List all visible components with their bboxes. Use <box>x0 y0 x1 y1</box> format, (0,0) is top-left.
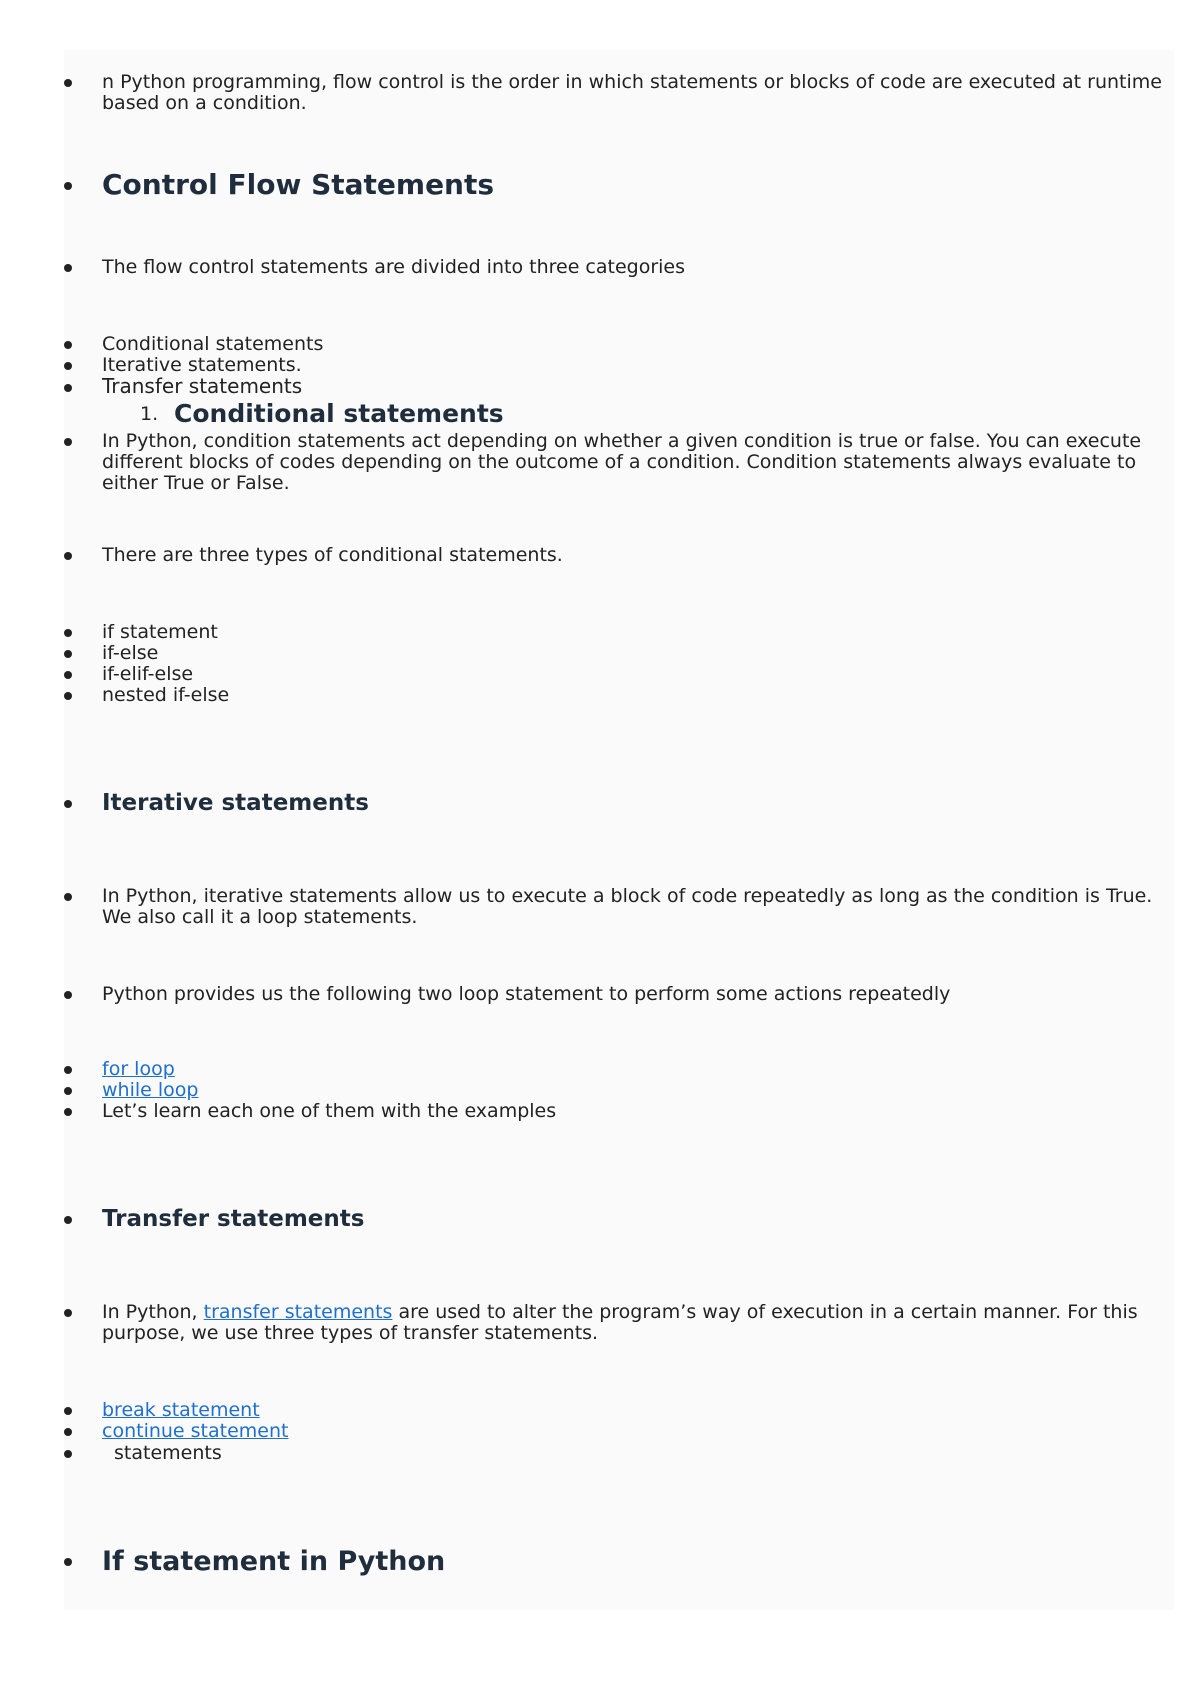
transfer-statements-link[interactable]: transfer statements <box>203 1301 393 1323</box>
conditional-description: In Python, condition statements act depending on whether a given condition is true or false. You can execute different blocks of codes depending on the outcome of a condition. Condition statements always evaluate to either True or False. <box>102 430 1142 494</box>
bullet-icon <box>64 264 72 272</box>
iterative-closing: Let’s learn each one of them with the examples <box>102 1100 557 1122</box>
bullet-icon <box>64 671 72 679</box>
heading-control-flow: Control Flow Statements <box>102 168 495 201</box>
category-transfer: Transfer statements <box>102 374 303 398</box>
conditional-types-intro: There are three types of conditional statements. <box>102 544 563 566</box>
heading-iterative: Iterative statements <box>102 790 369 816</box>
intro-paragraph: n Python programming, flow control is the order in which statements or blocks of code are executed at runtime based on a condition. <box>102 71 1162 114</box>
transfer-last-item: statements <box>114 1442 222 1464</box>
bullet-icon <box>64 1309 72 1317</box>
loops-intro: Python provides us the following two loop statement to perform some actions repeatedly <box>102 983 951 1005</box>
page-background <box>64 50 1174 1610</box>
bullet-icon <box>64 362 72 370</box>
bullet-icon <box>64 1108 72 1116</box>
list-item-text <box>102 1421 1172 1442</box>
categories-intro: The flow control statements are divided into three categories <box>102 256 686 278</box>
bullet-icon <box>64 182 72 190</box>
type-if-else: if-else <box>102 642 159 664</box>
bullet-icon <box>64 893 72 901</box>
bullet-icon <box>64 692 72 700</box>
bullet-icon <box>64 341 72 349</box>
list-item-text <box>102 1059 1172 1080</box>
bullet-icon <box>64 1558 72 1566</box>
bullet-icon <box>64 438 72 446</box>
list-item-text <box>102 1080 1172 1101</box>
heading-transfer: Transfer statements <box>102 1206 365 1232</box>
bullet-icon <box>64 1066 72 1074</box>
for-loop-link[interactable]: for loop <box>102 1058 175 1080</box>
while-loop-link[interactable]: while loop <box>102 1079 199 1101</box>
transfer-desc-suffix: are used to alter the program’s way of execution in a certain manner. For this purpose, we use three types of transfer statements. <box>102 1301 1138 1344</box>
bullet-icon <box>64 1216 72 1224</box>
bullet-icon <box>64 1428 72 1436</box>
bullet-icon <box>64 79 72 87</box>
bullet-icon <box>64 1087 72 1095</box>
bullet-icon <box>64 650 72 658</box>
bullet-icon <box>64 991 72 999</box>
category-iterative: Iterative statements. <box>102 354 302 376</box>
bullet-icon <box>64 384 72 392</box>
category-conditional: Conditional statements <box>102 333 324 355</box>
heading-if-statement: If statement in Python <box>102 1546 446 1577</box>
bullet-icon <box>64 1407 72 1415</box>
type-if: if statement <box>102 621 218 643</box>
type-if-elif-else: if-elif-else <box>102 663 194 685</box>
list-item-text <box>102 1400 1172 1421</box>
bullet-icon <box>64 629 72 637</box>
break-statement-link[interactable]: break statement <box>102 1399 260 1421</box>
continue-statement-link[interactable]: continue statement <box>102 1420 289 1442</box>
type-nested-if-else: nested if-else <box>102 684 230 706</box>
heading-conditional: Conditional statements <box>174 399 504 428</box>
bullet-icon <box>64 1450 72 1458</box>
list-number: 1. <box>140 403 159 425</box>
bullet-icon <box>64 800 72 808</box>
transfer-description <box>102 1302 1172 1344</box>
bullet-icon <box>64 552 72 560</box>
transfer-desc-prefix: In Python, <box>102 1301 204 1323</box>
iterative-description: In Python, iterative statements allow us to execute a block of code repeatedly as long as the condition is True. We also call it a loop statements. <box>102 885 1153 928</box>
